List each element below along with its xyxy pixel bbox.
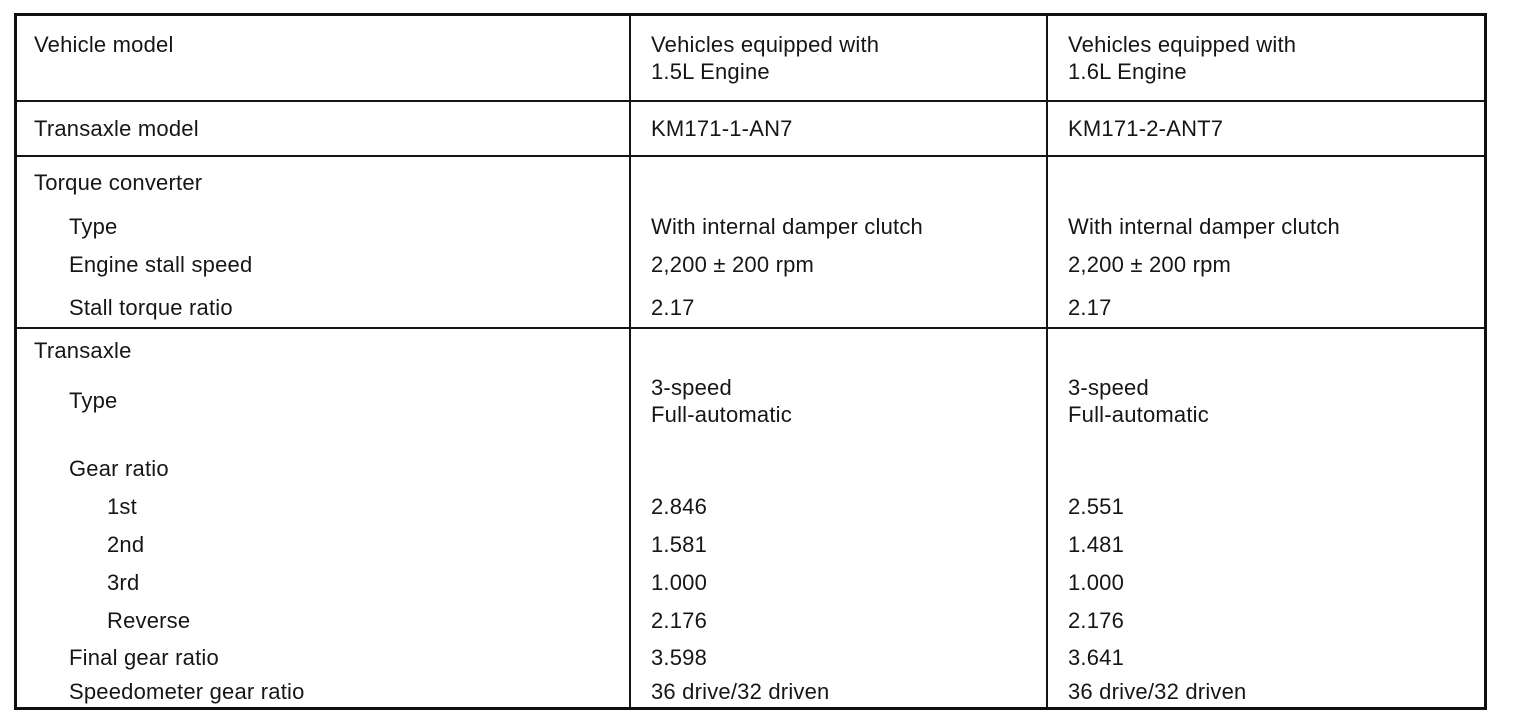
empty-cell xyxy=(631,449,1048,487)
gear-reverse-label: Reverse xyxy=(17,601,631,639)
stall-torque-ratio-label: Stall torque ratio xyxy=(17,283,631,327)
gear-1st-value-15l: 2.846 xyxy=(631,487,1048,525)
speedometer-gear-ratio-value-15l: 36 drive/32 driven xyxy=(631,675,1048,707)
empty-cell xyxy=(1048,329,1484,371)
speedometer-gear-ratio-label: Speedometer gear ratio xyxy=(17,675,631,707)
transaxle-model-value-16l: KM171-2-ANT7 xyxy=(1068,116,1224,141)
transaxle-type-value-16l-line2: Full-automatic xyxy=(1068,401,1209,427)
engine-stall-speed-value-16l: 2,200 ± 200 rpm xyxy=(1068,251,1232,277)
gear-1st-label: 1st xyxy=(17,487,631,525)
torque-type-value-16l: With internal damper clutch xyxy=(1068,213,1340,239)
spacer xyxy=(631,427,1048,449)
engine-stall-speed-value-15l: 2,200 ± 200 rpm xyxy=(631,245,1048,283)
column-header-16l-line1: Vehicles equipped with xyxy=(1068,32,1297,57)
column-header-15l-line2: 1.5L Engine xyxy=(651,59,770,84)
stall-torque-ratio-value-16l: 2.17 xyxy=(1068,295,1112,320)
transaxle-title: Transaxle xyxy=(17,329,631,371)
vehicle-model-header-cell xyxy=(17,16,631,100)
column-header-16l xyxy=(1048,16,1484,100)
empty-cell xyxy=(1048,157,1484,207)
transaxle-type-value-15l-line2: Full-automatic xyxy=(651,401,792,427)
empty-cell xyxy=(631,329,1048,371)
spacer xyxy=(17,427,631,449)
transaxle-type-label: Type xyxy=(17,371,631,427)
engine-stall-speed-label: Engine stall speed xyxy=(17,245,631,283)
torque-type-label: Type xyxy=(17,207,631,245)
vehicle-model-label: Vehicle model xyxy=(34,32,174,57)
speedometer-gear-ratio-value-16l: 36 drive/32 driven xyxy=(1068,678,1247,704)
final-gear-ratio-value-15l: 3.598 xyxy=(631,639,1048,675)
gear-3rd-value-15l: 1.000 xyxy=(631,563,1048,601)
transaxle-type-value-15l xyxy=(631,371,1048,427)
torque-type-value-15l: With internal damper clutch xyxy=(631,207,1048,245)
final-gear-ratio-label: Final gear ratio xyxy=(17,639,631,675)
column-header-15l xyxy=(631,16,1048,100)
gear-1st-value-16l: 2.551 xyxy=(1068,493,1125,519)
transaxle-section xyxy=(17,327,1484,707)
column-header-16l-line2: 1.6L Engine xyxy=(1068,59,1187,84)
final-gear-ratio-value-16l: 3.641 xyxy=(1068,644,1125,670)
gear-2nd-value-15l: 1.581 xyxy=(631,525,1048,563)
gear-reverse-value-15l: 2.176 xyxy=(631,601,1048,639)
transaxle-type-value-16l-line1: 3-speed xyxy=(1068,374,1149,400)
transaxle-type-value-15l-line1: 3-speed xyxy=(651,374,732,400)
transaxle-model-label: Transaxle model xyxy=(17,102,631,155)
torque-converter-title: Torque converter xyxy=(17,157,631,207)
header-row xyxy=(17,16,1484,100)
transaxle-model-row xyxy=(17,100,1484,155)
empty-cell xyxy=(1048,449,1484,487)
gear-reverse-value-16l: 2.176 xyxy=(1068,607,1125,633)
gear-ratio-label: Gear ratio xyxy=(17,449,631,487)
stall-torque-ratio-value-15l: 2.17 xyxy=(631,283,1048,327)
gear-2nd-label: 2nd xyxy=(17,525,631,563)
gear-3rd-value-16l: 1.000 xyxy=(1068,569,1125,595)
empty-cell xyxy=(631,157,1048,207)
gear-2nd-value-16l: 1.481 xyxy=(1068,531,1125,557)
gear-3rd-label: 3rd xyxy=(17,563,631,601)
torque-converter-section xyxy=(17,155,1484,327)
spacer xyxy=(1048,427,1484,449)
column-header-15l-line1: Vehicles equipped with xyxy=(651,32,880,57)
transaxle-model-value-15l: KM171-1-AN7 xyxy=(631,102,1048,155)
transaxle-type-value-16l xyxy=(1048,371,1484,427)
transaxle-specifications-table xyxy=(14,13,1487,710)
